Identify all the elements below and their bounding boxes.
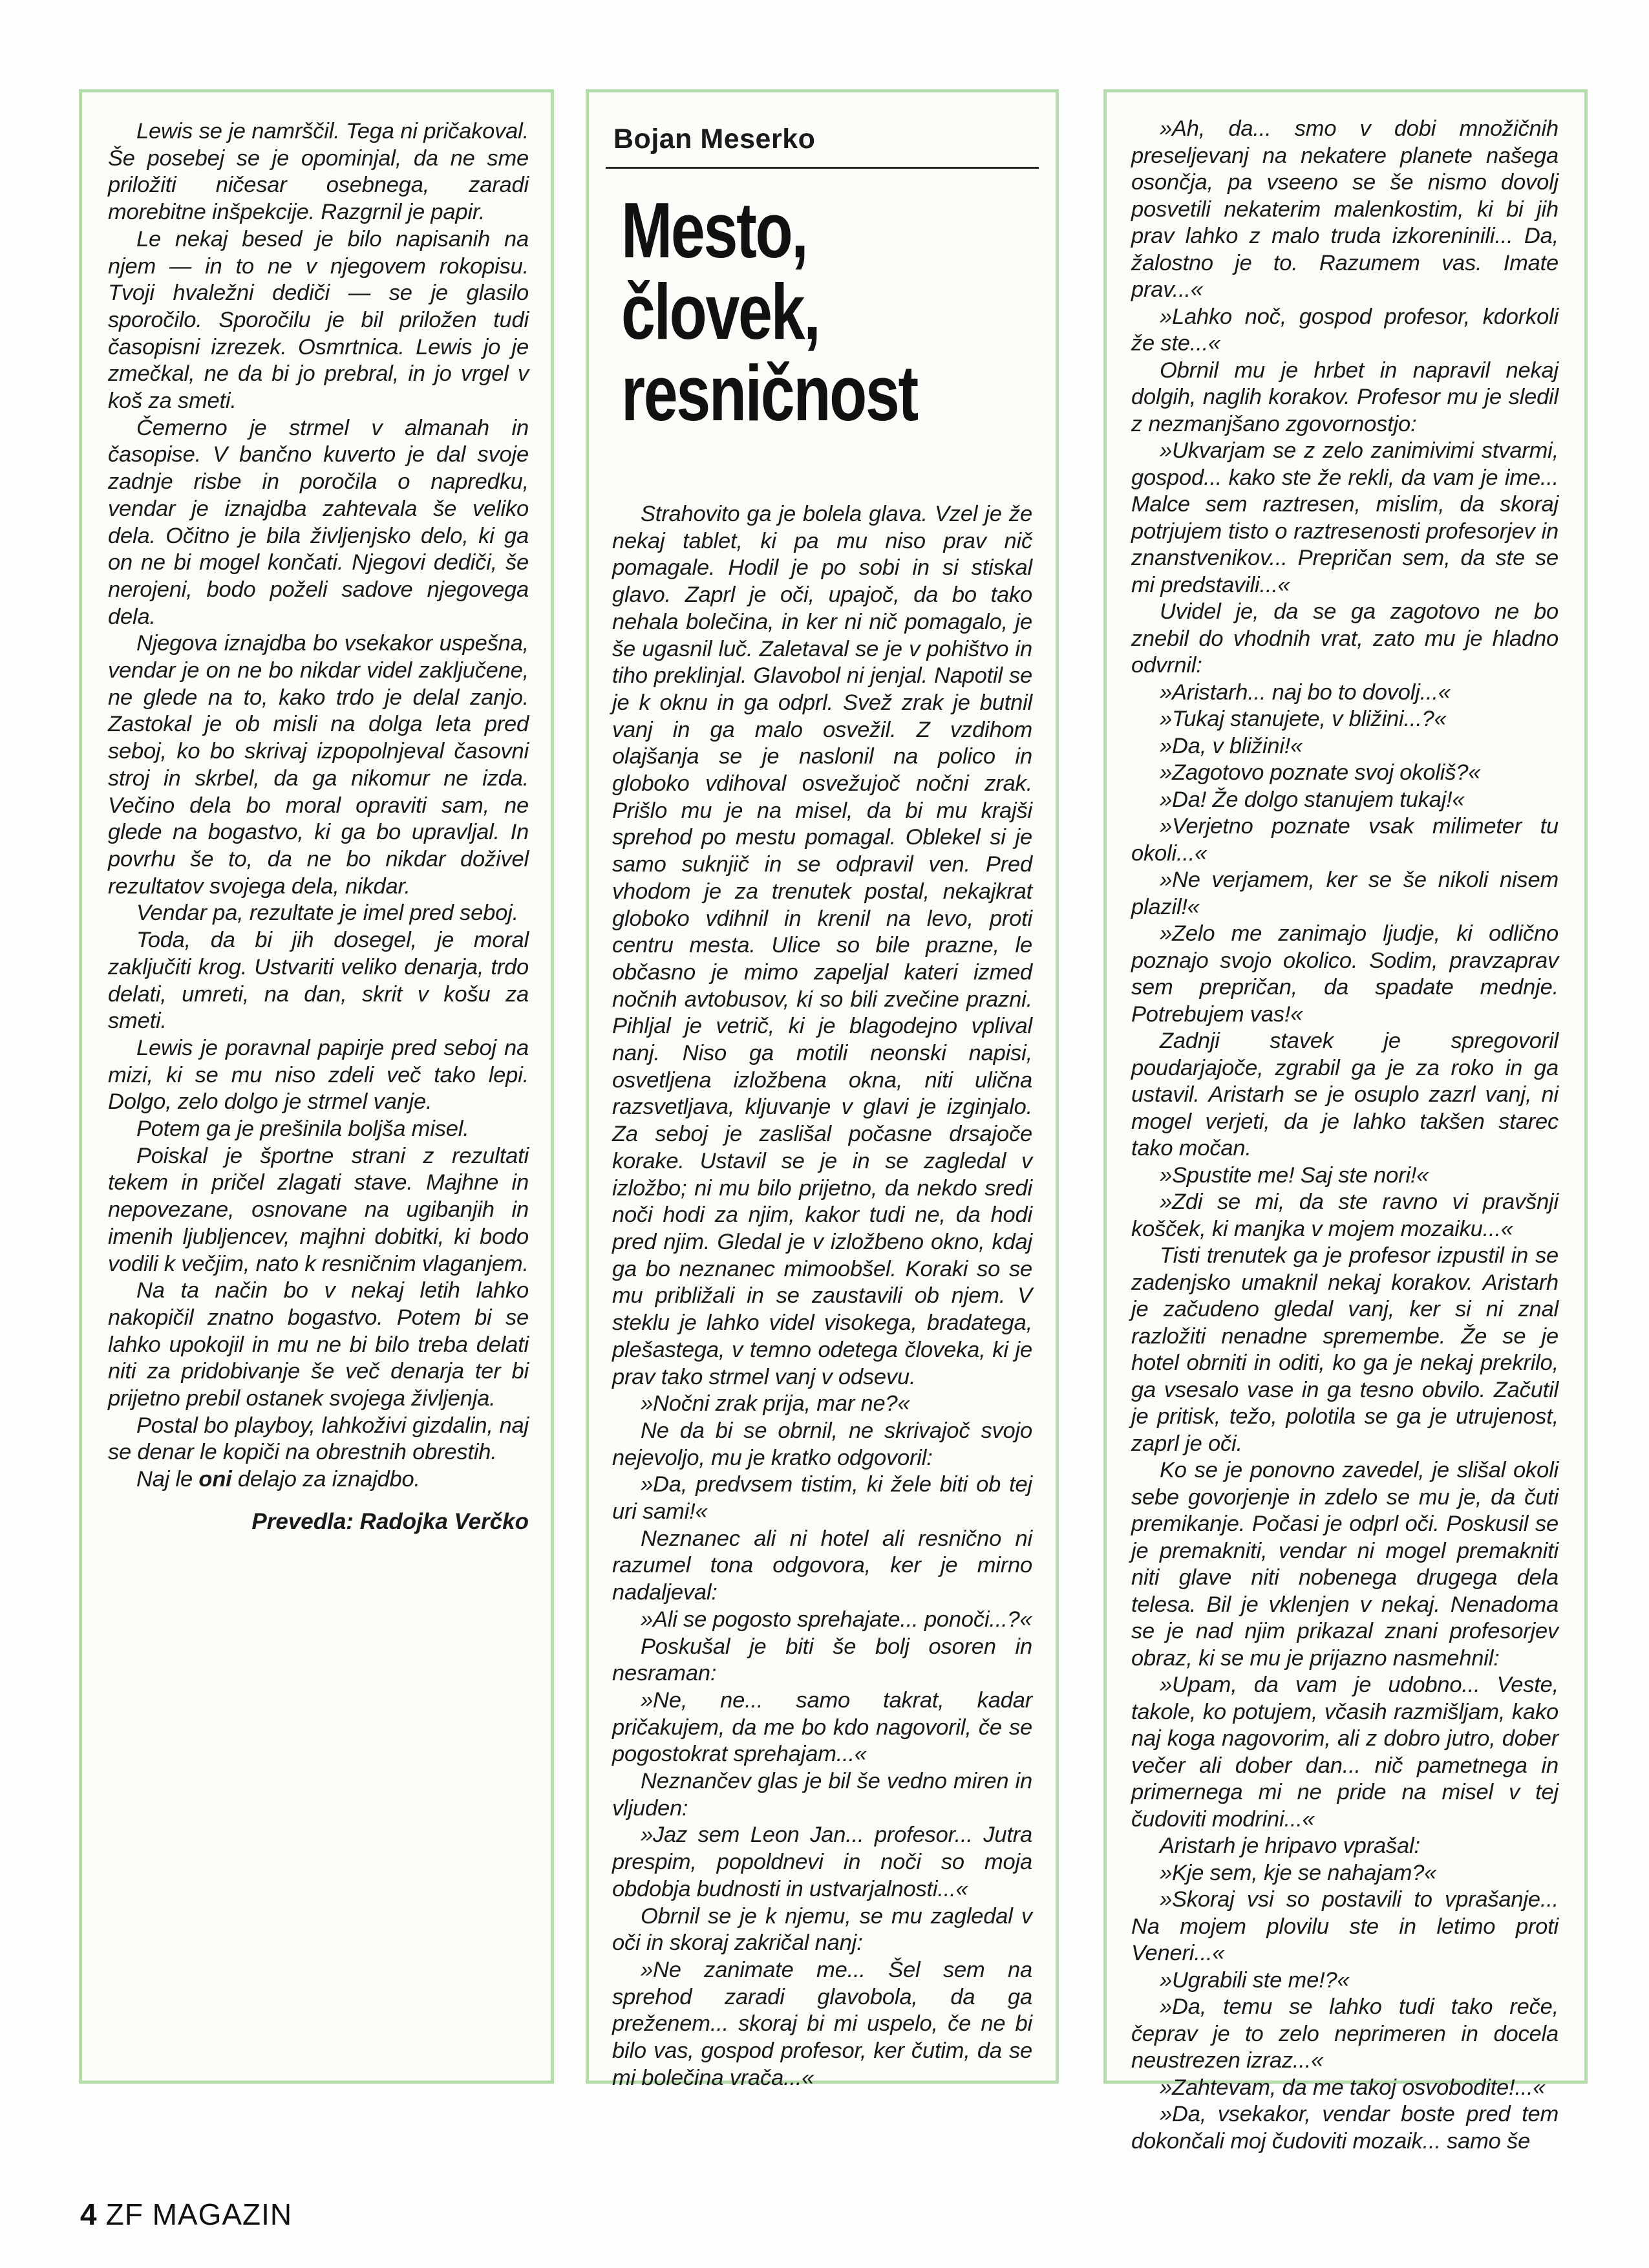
paragraph: Poskušal je biti še bolj osoren in nesraman: bbox=[612, 1634, 1032, 1686]
paragraph: »Spustite me! Saj ste nori!« bbox=[1160, 1162, 1429, 1188]
paragraph: »Da, predvsem tistim, ki želе biti ob tej uri sami!« bbox=[612, 1472, 1032, 1524]
paragraph: »Lahko noč, gospod profesor, kdorkoli že ste...« bbox=[1131, 304, 1559, 356]
paragraph: »Jaz sem Leon Jan... profesor... Jutra prespim, popoldnevi in noči so moja obdobja budnosti in ustvarjalnosti...« bbox=[612, 1823, 1032, 1901]
middle-column-text bbox=[612, 501, 1032, 2091]
paragraph: »Zahtevam, da me takoj osvobodite!...« bbox=[1160, 2075, 1546, 2100]
paragraph: »Ne zanimate me... Šel sem na sprehod zaradi glavobola, da ga preženem... skoraj bi mi uspelo, če ne bi bilo vas, gospod profesor, ker čutim, da se mi bolečina vrača...« bbox=[612, 1957, 1032, 2090]
author-name: Bojan Meserko bbox=[613, 123, 816, 155]
paragraph: Lewis se je namrščil. Tega ni pričakoval. Še posebej se je opominjal, da ne sme priložiti ničesar osebnega, zaradi morebitne inšpekcije. Razgrnil je papir. bbox=[108, 119, 529, 225]
paragraph: »Upam, da vam je udobno... Veste, takole, ko potujem, včasih razmišljam, kako naj koga nagovorim, ali z dobro jutro, dober večer ali dober dan... nič pametnega in primernega mi ne pride na misel v tej čudoviti modrini...« bbox=[1131, 1673, 1559, 1832]
paragraph: Potem ga je prešinila boljša misel. bbox=[136, 1117, 469, 1142]
paragraph: Obrnil se je k njemu, se mu zagledal v oči in skoraj zakričal nanj: bbox=[612, 1903, 1032, 1956]
paragraph: Le nekaj besed je bilo napisanih na njem — in to ne v njegovem rokopisu. Tvoji hvaležni dediči — se je glasilo sporočilo. Sporočilu je bil priložen tudi časopisni izrezek. Osmrtnica. Lewis jo je zmečkal, ne da bi jo prebral, in jo vrgel v koš za smeti. bbox=[108, 226, 529, 414]
paragraph: Poiskal je športne strani z rezultati tekem in pričel zlagati stave. Majhne in nepovezane, osnovane na ugibanjih in imenih ljubljencev, majhni dobitki, ki bodo vodili k večjim, nato k resničnim vlaganjem. bbox=[108, 1143, 529, 1276]
paragraph: »Zagotovo poznate svoj okoliš?« bbox=[1160, 760, 1481, 785]
paragraph: »Tukaj stanujete, v bližini...?« bbox=[1160, 707, 1447, 731]
middle-column bbox=[586, 89, 1059, 2090]
paragraph: Na ta način bo v nekaj letih lahko nakopičil znatno bogastvo. Potem bi se lahko upokojil in mu ne bi bilo treba delati niti za pridobivanje še več denarja ter bi prijetno prebil ostanek svojega življenja. bbox=[108, 1278, 529, 1411]
left-column bbox=[79, 89, 554, 2084]
paragraph: »Ah, da... smo v dobi množičnih preseljevanj na nekatere planete našega osončja, pa vseeno se še nismo dovolj posvetili nekaterim malenkostim, ki bi jih prav lahko z malo truda izkoreninili... Da, žalostno je to. Razumem vas. Imate prav...« bbox=[1131, 116, 1559, 302]
paragraph: Toda, da bi jih dosegel, je moral zaključiti krog. Ustvariti veliko denarja, trdo delati, umreti, na dan, skrit v košu za smeti. bbox=[108, 928, 529, 1034]
paragraph: »Skoraj vsi so postavili to vprašanje... Na mojem plovilu ste in letimo proti Veneri...« bbox=[1131, 1887, 1559, 1965]
right-column-text bbox=[1131, 116, 1559, 2155]
paragraph: Strahovito ga je bolela glava. Vzel je že nekaj tablet, ki pa mu niso prav nič pomagale. Hodil je po sobi in si stiskal glavo. Zaprl je oči, upajoč, da bo tako nehala bolečina, in ker ni nič pomagalo, je še ugasnil luč. Zaletaval se je v pohištvo in tiho preklinjal. Glavobol ni jenjal. Napotil se je k oknu in ga odprl. Svež zrak je butnil vanj in ga malo osvežil. Z vzdihom olajšanja se je naslonil na polico in globoko vdihoval osvežujoč nočni zrak. Prišlo mu je na misel, da bi mu krajši sprehod po mestu pomagal. Oblekel si je samo suknjič in se odpravil ven. Pred vhodom je za trenutek postal, nekajkrat globoko vdihnil in krenil na levo, proti centru mesta. Ulice so bile prazne, le občasno je mimo zapeljal kateri izmed nočnih avtobusov, ki so bili zvečine prazni. Pihljal je vetrič, ki je blagodejno vplival nanj. Niso ga motili neonski napisi, osvetljena izložbena okna, niti ulična razsvetljava, kljuvanje v glavi je izginjalo. Za seboj je zaslišal počasne drsajoče korake. Ustavil se je in se zagledal v izložbo; ni mu bilo prijetno, da nekdo sredi noči hodi za njim, kakor tudi ne, da hodi pred njim. Gledal je v izložbeno okno, kdaj ga bo neznanec mimoobšel. Koraki so se mu približali in se zaustavili ob njem. V steklu je lahko videl visokega, bradatega, plešastega, v temno odetega človeka, ki je prav tako strmel vanj v odsevu. bbox=[612, 502, 1032, 1389]
title-line: človek, bbox=[621, 268, 820, 356]
paragraph: Njegova iznajdba bo vsekakor uspešna, vendar je on ne bo nikdar videl zaključene, ne glede na to, kako trdo je delal zanjo. Zastokal je ob misli na dolga leta pred seboj, ko bo skrivaj izpopolnjeval časovni stroj in skrbel, da ga nikomur ne izda. Večino dela bo moral opraviti sam, ne glede na bogastvo, ki ga bo upravljal. In povrhu še to, da ne bo nikdar doživel rezultatov svojega dela, nikdar. bbox=[108, 631, 529, 899]
paragraph: »Verjetno poznate vsak milimeter tu okoli...« bbox=[1131, 814, 1559, 866]
paragraph: »Ne, ne... samo takrat, kadar pričakujem, da me bo kdo nagovoril, če se pogostokrat sprehajam...« bbox=[612, 1687, 1032, 1767]
emphasis-word: oni bbox=[198, 1467, 232, 1492]
paragraph: »Ali se pogosto sprehajate... ponoči...?« bbox=[641, 1607, 1032, 1632]
last-paragraph bbox=[108, 1466, 529, 1493]
paragraph: Čemerno je strmel v almanah in časopise. V bančno kuverto je dal svoje zadnje risbe in poročila o napredku, vendar je iznajdba zahtevala še veliko dela. Očitno je bila življenjsko delo, ki ga on ne bi mogel končati. Njegovi dediči, še nerojeni, bodo poželi sadove njegovega dela. bbox=[108, 415, 529, 629]
paragraph: Lewis je poravnal papirje pred seboj na mizi, ki se mu niso zdeli več tako lepi. Dolgo, zelo dolgo je strmel vanje. bbox=[108, 1035, 529, 1115]
paragraph: Obrnil mu je hrbet in napravil nekaj dolgih, naglih korakov. Profesor mu je sledil z nezmanjšano zgovornostjo: bbox=[1131, 358, 1559, 436]
page-number: 4 bbox=[80, 2198, 97, 2231]
translator-credit: Prevedla: Radojka Verčko bbox=[251, 1508, 529, 1534]
title-line: Mesto, bbox=[621, 186, 807, 274]
paragraph: »Ugrabili ste me!?« bbox=[1160, 1967, 1350, 1993]
paragraph: »Aristarh... naj bo to dovolj...« bbox=[1160, 679, 1451, 705]
paragraph: »Ukvarjam se z zelo zanimivimi stvarmi, gospod... kako ste že rekli, da vam je ime... Malce sem raztresen, mislim, da skoraj potrjujem tisto o raztresenosti profesorjev in znanstvenikov... Prepričan sem, da ste se mi predstavili...« bbox=[1131, 438, 1559, 597]
right-column bbox=[1103, 89, 1588, 2154]
magazine-name: ZF MAGAZIN bbox=[105, 2198, 293, 2231]
paragraph: »Zdi se mi, da ste ravno vi pravšnji košček, ki manjka v mojem mozaiku...« bbox=[1131, 1190, 1559, 1241]
paragraph: »Nočni zrak prija, mar ne?« bbox=[641, 1391, 910, 1417]
paragraph: Postal bo playboy, lahkoživi gizdalin, naj se denar le kopiči na obrestnih obrestih. bbox=[108, 1413, 529, 1465]
paragraph: Ne da bi se obrnil, ne skrivajoč svojo nejevoljo, mu je kratko odgovoril: bbox=[612, 1418, 1032, 1470]
paragraph: »Da, v bližini!« bbox=[1160, 733, 1303, 758]
page-footer bbox=[80, 2197, 292, 2232]
paragraph: Neznančev glas je bil še vedno miren in vljuden: bbox=[612, 1769, 1032, 1821]
left-column-text bbox=[108, 118, 529, 1493]
author-header bbox=[606, 118, 1039, 169]
paragraph: »Da! Že dolgo stanujem tukaj!« bbox=[1160, 787, 1465, 812]
paragraph: »Ne verjamem, ker se še nikoli nisem plazil!« bbox=[1131, 868, 1559, 919]
paragraph: »Zelo me zanimajo ljudje, ki odlično poznajo svojo okolico. Sodim, pravzaprav sem prepričan, da spadate mednje. Potrebujem vas!« bbox=[1131, 921, 1559, 1027]
paragraph: Neznanec ali ni hotel ali resnično ni razumel tona odgovora, ker je mirno nadaljeval: bbox=[612, 1526, 1032, 1605]
title-line: resničnost bbox=[621, 349, 917, 437]
last-paragraph-end: delajo za iznajdbo. bbox=[231, 1467, 420, 1492]
paragraph: Ko se je ponovno zavedel, je slišal okoli sebe govorjenje in zdelo se mu je, da čuti premikanje. Počasi je odprl oči. Poskusil se je premakniti, vendar ni mogel premakniti niti glave niti nobenega drugega dela telesa. Bil je vklenjen v nekaj. Nenadoma se je nad njim prikazal znani profesorjev obraz, ki se mu je prijazno nasmehnil: bbox=[1131, 1458, 1559, 1671]
paragraph: Tisti trenutek ga je profesor izpustil in se zadenjsko umaknil nekaj korakov. Aristarh je začudeno gledal vanj, ker si ni znal razložiti nenadne spremembe. Že se je hotel obrniti in oditi, ko ga je nekaj prekrilo, ga vsesalo vase in ga tesno obvilo. Začutil je pritisk, težo, polotila se ga je utrujenost, zaprl je oči. bbox=[1131, 1243, 1559, 1456]
paragraph: Zadnji stavek je spregovoril poudarjajoče, zgrabil ga je za roko in ga ustavil. Aristarh se je osuplo zazrl vanj, ni mogel verjeti, da je lahko takšen starec tako močan. bbox=[1131, 1029, 1559, 1161]
article-title bbox=[621, 186, 1032, 437]
last-paragraph-start: Naj le bbox=[136, 1467, 199, 1492]
paragraph: »Da, temu se lahko tudi tako reče, čeprav je to zelo neprimeren in docela neustrezen izraz...« bbox=[1131, 1995, 1559, 2073]
paragraph: »Kje sem, kje se nahajam?« bbox=[1160, 1860, 1437, 1885]
paragraph: »Da, vsekakor, vendar boste pred tem dokončali moj čudoviti mozaik... samo še bbox=[1131, 2102, 1559, 2154]
paragraph: Aristarh je hripavo vprašal: bbox=[1160, 1834, 1420, 1858]
paragraph: Uvidel je, da se ga zagotovo ne bo znebil do vhodnih vrat, zato mu je hladno odvrnil: bbox=[1131, 599, 1559, 678]
paragraph: Vendar pa, rezultate je imel pred seboj. bbox=[136, 901, 518, 926]
